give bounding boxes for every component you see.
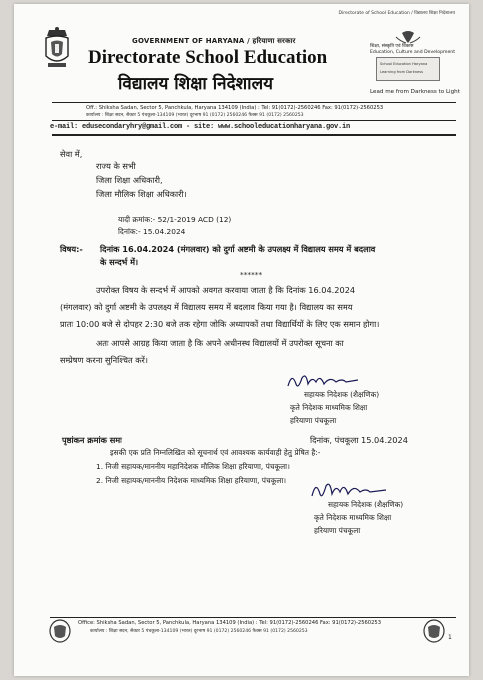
- body-line-2: (मंगलवार) को दुर्गा अष्टमी के उपलक्ष्य में विद्यालय समय में बदलाव किया गया है। विद्यालय का समय: [60, 302, 353, 312]
- page-number: 1: [448, 634, 452, 641]
- sign2-for: कृते निदेशक माध्यमिक शिक्षा: [314, 513, 392, 522]
- body-line-5: सम्प्रेषण करना सुनिश्चित करें।: [60, 355, 148, 365]
- subject-line-2: के सन्दर्भ में।: [100, 257, 139, 267]
- endorsement-date: दिनांक, पंचकूला 15.04.2024: [310, 435, 408, 445]
- copy-to-text: इसकी एक प्रति निम्नलिखित को सूचनार्थ एवं आवश्यक कार्यवाही हेतु प्रेषित है:-: [110, 448, 321, 457]
- logo-motto: Lead me from Darkness to Light: [370, 89, 460, 95]
- memo-number: यादी क्रमांक:- 52/1-2019 ACD (12): [118, 215, 232, 224]
- endorsement-number: पृष्ठांकन क्रमांक समः: [62, 435, 122, 445]
- email-site-line: e-mail: edusecondaryhry@gmail.com - site: www.schooleducationharyana.gov.in: [50, 123, 351, 131]
- copy-item-2: 2. निजी सहायक/माननीय निदेशक माध्यमिक शिक्षा हरियाणा, पंचकूला।: [96, 476, 287, 485]
- office-address-hi: कार्यालय : शिक्षा सदन, सैक्टर 5 पंचकूला-134109 (भारत) दूरभाष 91 (0172) 2560246 फैक्स 91 (0172) 2560253: [86, 113, 304, 118]
- header-rule-middle: [52, 120, 456, 121]
- seva-me: सेवा में,: [60, 149, 83, 159]
- directorate-title-hi: विद्यालय शिक्षा निदेशालय: [118, 74, 273, 94]
- footer-emblem-left-icon: [48, 618, 72, 644]
- sign1-designation: सहायक निदेशक (शैक्षणिक): [304, 390, 380, 399]
- footer-address-en: Office: Shiksha Sadan, Sector 5, Panchkula, Haryana 134109 (India) : Tel: 91(0172)-2560246 Fax: 91(0172)-2560253: [78, 620, 382, 626]
- office-address-en: Off.: Shiksha Sadan, Sector 5, Panchkula, Haryana 134109 (India) : Tel: 91(0172)-2560246 Fax: 91(0172)-2560253: [86, 105, 384, 111]
- logo-tagline-top: [370, 44, 455, 56]
- sign2-place: हरियाणा पंचकूला: [314, 526, 361, 535]
- subject-label: विषय:-: [60, 244, 83, 254]
- body-line-3: प्रातः 10:00 बजे से दोपहर 2:30 बजे तक रहेगा जोकि अध्यापकों तथा विद्यार्थियों के लिए एक समान होगा।: [60, 319, 380, 329]
- separator-stars: ******: [240, 270, 263, 279]
- logo-inner-box: [376, 57, 440, 81]
- logo-tagline-en: Education, Culture and Development: [370, 50, 455, 55]
- government-label: GOVERNMENT OF HARYANA / हरियाणा सरकार: [132, 37, 296, 45]
- footer-emblem-right-icon: [422, 618, 446, 644]
- signature-2: [308, 478, 392, 502]
- header-rule-top: [52, 102, 456, 103]
- logo-tagline-hi: शिक्षा, संस्कृति एवं विकास: [370, 44, 414, 49]
- body-line-4: अतः आपसे आग्रह किया जाता है कि अपने अधीनस्थ विद्यालयों में उपरोक्त सूचना का: [96, 338, 344, 348]
- haryana-emblem-icon: [42, 26, 72, 70]
- footer-address-hi: कार्यालय : शिक्षा सदन, सैक्टर 5 पंचकूला-134109 (भारत) दूरभाष 91 (0172) 2560246 फैक्स 91 (0172) 2560253: [90, 629, 308, 634]
- body-line-1: उपरोक्त विषय के सन्दर्भ में आपको अवगत करवाया जाता है कि दिनांक 16.04.2024: [96, 285, 356, 295]
- recipient-line-2: जिला शिक्षा अधिकारी,: [96, 175, 163, 185]
- recipient-line-1: राज्य के सभी: [96, 161, 136, 171]
- header-rule-bottom: [52, 134, 456, 136]
- directorate-title-en: Directorate School Education: [88, 47, 328, 68]
- logo-inner-line2: Learning from Darkness: [380, 70, 424, 74]
- subject-line-1: दिनांक 16.04.2024 (मंगलवार) को दुर्गा अष्टमी के उपलक्ष्य में विद्यालय समय में बदलाव: [100, 244, 376, 254]
- recipient-line-3: जिला मौलिक शिक्षा अधिकारी।: [96, 189, 187, 199]
- letter-page: [14, 4, 469, 676]
- sign1-for: कृते निदेशक माध्यमिक शिक्षा: [290, 403, 368, 412]
- header-top-right: Directorate of School Education / विद्यालय शिक्षा निदेशालय: [338, 11, 455, 16]
- sign2-designation: सहायक निदेशक (शैक्षणिक): [328, 500, 404, 509]
- sign1-place: हरियाणा पंचकूला: [290, 416, 337, 425]
- copy-item-1: 1. निजी सहायक/माननीय महानिदेशक मौलिक शिक्षा हरियाणा, पंचकूला।: [96, 462, 290, 471]
- signature-1: [284, 370, 364, 392]
- logo-inner-line1: School Education Haryana: [380, 62, 428, 66]
- memo-date: दिनांक:- 15.04.2024: [118, 227, 186, 236]
- footer-rule: [50, 617, 456, 618]
